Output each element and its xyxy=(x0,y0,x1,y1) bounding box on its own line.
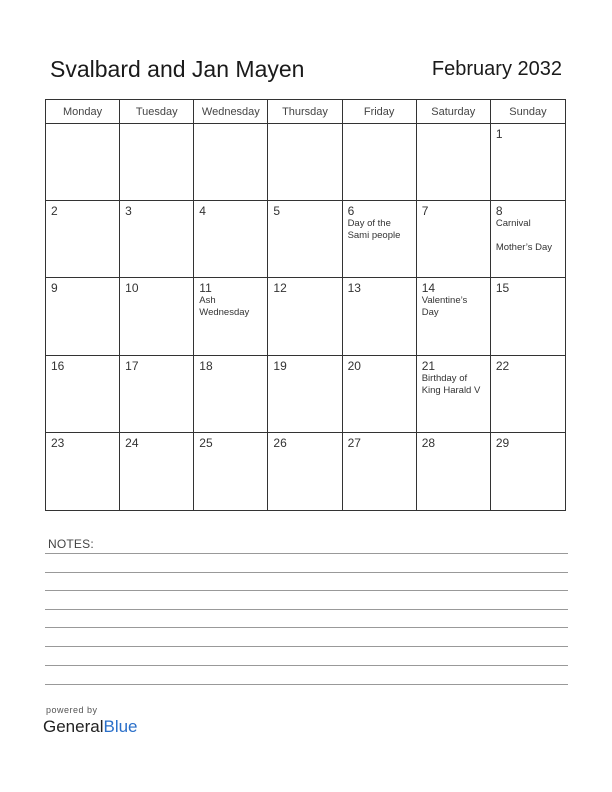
brand-blue: Blue xyxy=(103,717,138,736)
note-line xyxy=(45,665,568,666)
holiday-label: Valentine’s Day xyxy=(421,295,468,319)
weekday-header: Tuesday xyxy=(120,100,194,124)
holiday-label: Day of the Sami people xyxy=(347,218,401,242)
day-number: 19 xyxy=(273,358,287,373)
day-number: 15 xyxy=(495,281,510,296)
day-number: 5 xyxy=(273,204,281,219)
day-cell xyxy=(343,433,417,510)
day-cell xyxy=(120,201,194,278)
day-cell xyxy=(194,124,268,201)
calendar-grid xyxy=(45,99,566,511)
day-cell xyxy=(491,433,565,510)
day-number: 25 xyxy=(199,435,213,450)
day-cell xyxy=(194,201,268,278)
day-number: 12 xyxy=(273,281,287,296)
holiday-label: Birthday of King Harald V xyxy=(421,372,481,396)
day-cell xyxy=(343,124,417,201)
weekday-header: Wednesday xyxy=(194,100,268,124)
day-cell xyxy=(268,433,342,510)
day-cell xyxy=(120,124,194,201)
day-cell xyxy=(491,356,565,433)
day-cell xyxy=(268,124,342,201)
day-number: 23 xyxy=(51,435,65,450)
day-cell xyxy=(194,433,268,510)
weekday-header: Thursday xyxy=(268,100,342,124)
day-cell xyxy=(46,278,120,355)
day-cell xyxy=(491,278,565,355)
day-number: 28 xyxy=(421,435,436,450)
day-number: 18 xyxy=(199,358,213,373)
day-cell xyxy=(268,278,342,355)
note-line xyxy=(45,609,568,610)
day-cell xyxy=(46,201,120,278)
day-number: 1 xyxy=(495,127,503,141)
day-number: 11 xyxy=(199,281,212,296)
day-number: 3 xyxy=(125,204,132,219)
day-number: 4 xyxy=(199,204,206,219)
note-line xyxy=(45,646,568,647)
day-number: 29 xyxy=(495,435,510,450)
day-cell xyxy=(46,433,120,510)
day-cell xyxy=(120,433,194,510)
day-number: 21 xyxy=(421,358,436,373)
day-cell xyxy=(417,201,491,278)
note-line xyxy=(45,590,568,591)
day-number: 27 xyxy=(347,435,361,450)
day-cell xyxy=(46,356,120,433)
day-number: 10 xyxy=(125,281,139,296)
day-number: 13 xyxy=(347,281,361,296)
day-number: 14 xyxy=(421,281,436,296)
calendar-title: Svalbard and Jan Mayen xyxy=(50,56,305,82)
note-line xyxy=(45,684,568,685)
holiday-label: Mother’s Day xyxy=(495,242,552,254)
day-cell xyxy=(268,356,342,433)
day-cell xyxy=(343,356,417,433)
weekday-header: Saturday xyxy=(417,100,491,124)
day-number: 20 xyxy=(347,358,361,373)
note-line xyxy=(45,572,568,573)
day-cell xyxy=(417,124,491,201)
brand-logo xyxy=(43,717,138,737)
note-line xyxy=(45,627,568,628)
day-number: 9 xyxy=(51,281,58,296)
day-cell xyxy=(194,278,268,355)
day-number: 17 xyxy=(125,358,139,373)
powered-by-text: powered by xyxy=(46,705,98,715)
weekday-header: Monday xyxy=(46,100,120,124)
day-cell xyxy=(491,124,565,201)
day-number: 6 xyxy=(347,204,355,219)
day-number: 8 xyxy=(495,204,503,219)
day-cell xyxy=(417,433,491,510)
day-cell xyxy=(268,201,342,278)
day-number: 2 xyxy=(51,204,58,219)
holiday-label: Carnival xyxy=(495,218,531,230)
day-cell xyxy=(417,356,491,433)
day-cell xyxy=(491,201,565,278)
month-label: February 2032 xyxy=(431,58,562,80)
notes-label: NOTES: xyxy=(48,537,94,551)
day-number: 26 xyxy=(273,435,287,450)
day-cell xyxy=(46,124,120,201)
day-number: 16 xyxy=(51,358,65,373)
weekday-header: Friday xyxy=(343,100,417,124)
day-cell xyxy=(120,356,194,433)
day-number: 24 xyxy=(125,435,139,450)
note-line xyxy=(45,553,568,554)
day-cell xyxy=(194,356,268,433)
brand-general: General xyxy=(43,717,104,736)
day-cell xyxy=(417,278,491,355)
weekday-header: Sunday xyxy=(491,100,565,124)
day-cell xyxy=(343,201,417,278)
day-number: 7 xyxy=(421,204,429,219)
holiday-label: Ash Wednesday xyxy=(199,295,250,319)
day-cell xyxy=(120,278,194,355)
day-number: 22 xyxy=(495,358,510,373)
day-cell xyxy=(343,278,417,355)
